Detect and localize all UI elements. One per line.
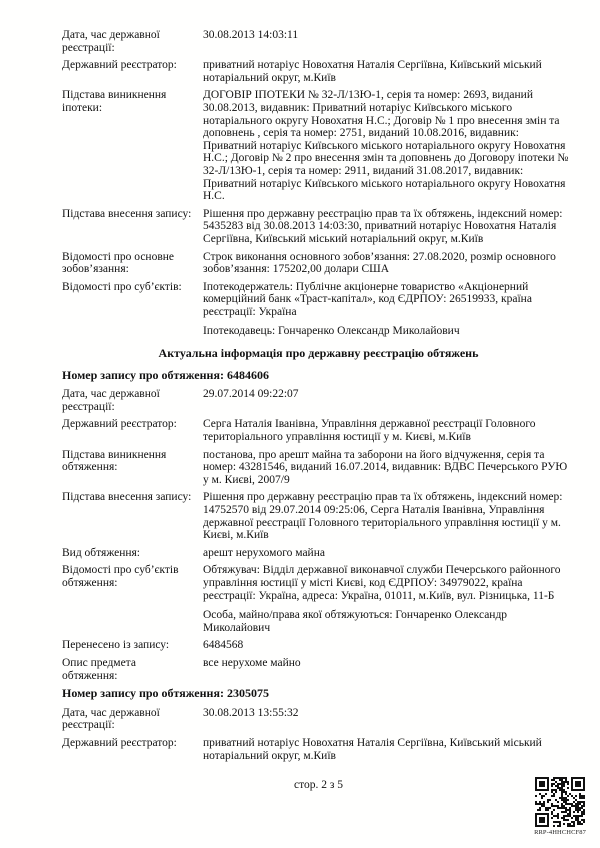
field-label: Дата, час державної реєстрації: — [62, 706, 160, 732]
field-row — [62, 388, 575, 413]
field-value — [203, 639, 575, 652]
field-row — [62, 639, 575, 652]
field-label: Державний реєстратор: — [62, 736, 177, 749]
field-row — [62, 449, 575, 487]
field-label: Дата, час державної реєстрації: — [62, 29, 160, 54]
field-label: Опис предмета обтяження: — [62, 656, 136, 682]
field-value — [203, 547, 575, 560]
value-paragraph: Серга Наталія Іванівна, Управління державної реєстрації Головного територіального управління юстиції у м. Києві, м.Київ — [203, 418, 536, 444]
field-row — [62, 657, 575, 682]
value-paragraph: 29.07.2014 09:22:07 — [203, 388, 299, 401]
field-row — [62, 547, 575, 560]
qr-code — [535, 777, 585, 827]
value-paragraph: приватний нотаріус Новохатня Наталія Сергіївна, Київський міський нотаріальний округ, м.Київ — [203, 736, 542, 762]
field-row — [62, 89, 575, 202]
page-footer: стор. 2 з 5 — [293, 779, 344, 791]
record-number-line: Номер запису про обтяження: 2305075 — [62, 686, 269, 701]
field-value — [203, 657, 575, 670]
value-paragraph: приватний нотаріус Новохатня Наталія Сергіївна, Київський міський нотаріальний округ, м.Київ — [203, 59, 542, 84]
field-label: Підстава внесення запису: — [62, 207, 192, 220]
field-label: Підстава виникнення обтяження: — [62, 448, 167, 474]
value-paragraph: все нерухоме майно — [203, 656, 301, 669]
value-paragraph: Іпотекодержатель: Публічне акціонерне товариство «Акціонерний комерційний банк «Траст-капітал», код ЄДРПОУ: 26519933, країна реєстрації: Україна — [203, 280, 532, 318]
field-value — [203, 208, 575, 246]
value-paragraph: арешт нерухомого майна — [203, 546, 325, 559]
qr-caption: RRP-4HHCHCF87 — [534, 829, 586, 836]
field-value — [203, 449, 575, 487]
field-label: Державний реєстратор: — [62, 59, 177, 72]
field-value — [203, 29, 575, 42]
field-label: Підстава виникнення іпотеки: — [62, 89, 167, 114]
field-row — [62, 418, 575, 443]
field-row — [62, 59, 575, 84]
value-paragraph: Рішення про державну реєстрацію прав та їх обтяжень, індексний номер: 14752570 від 29.07.2014 09:25:06, Серга Наталія Іванівна, Управління державної реєстрації Головного територіального управління юстиції у м. Києві, м.Київ — [203, 491, 563, 542]
document-body — [62, 29, 575, 767]
field-value — [203, 491, 575, 541]
field-value — [203, 59, 575, 84]
field-label: Відомості про основне зобов’язання: — [62, 250, 175, 276]
value-paragraph: Особа, майно/права якої обтяжуються: Гончаренко Олександр Миколайович — [203, 609, 508, 634]
field-row — [62, 208, 575, 246]
field-value — [203, 707, 575, 720]
field-value — [203, 388, 575, 401]
field-row — [62, 564, 575, 634]
field-value — [203, 251, 575, 276]
field-value — [203, 737, 575, 762]
value-paragraph: 30.08.2013 13:55:32 — [203, 706, 299, 719]
field-label: Підстава внесення запису: — [62, 491, 192, 504]
field-label: Відомості про суб’єктів: — [62, 280, 182, 293]
field-row — [62, 281, 575, 338]
record-number-line: Номер запису про обтяження: 6484606 — [62, 367, 269, 382]
value-paragraph: 6484568 — [203, 639, 244, 652]
value-paragraph: Іпотекодавець: Гончаренко Олександр Миколайович — [203, 325, 460, 338]
field-value — [203, 564, 575, 634]
field-label: Державний реєстратор: — [62, 418, 177, 431]
field-row — [62, 491, 575, 541]
value-paragraph: постанова, про арешт майна та заборони на його відчуження, серія та номер: 43281546, виданий 16.07.2014, видавник: ВДВС Печерського РУЮ у м. Києві, 2007/9 — [203, 448, 568, 486]
field-label: Відомості про суб’єктів обтяження: — [62, 564, 179, 589]
field-row — [62, 707, 575, 732]
field-row — [62, 29, 575, 54]
field-label: Дата, час державної реєстрації: — [62, 388, 160, 413]
value-paragraph: Обтяжувач: Відділ державної виконавчої служби Печерського районного управління юстиції у місті Києві, код ЄДРПОУ: 34979022, країна реєстрації: Україна, адреса: Україна, 01011, м.Київ, вул. Різницька, 11-Б — [203, 564, 561, 602]
field-value — [203, 418, 575, 443]
field-value — [203, 89, 575, 202]
field-label: Вид обтяження: — [62, 546, 141, 559]
field-value — [203, 281, 575, 338]
value-paragraph: Рішення про державну реєстрацію прав та їх обтяжень, індексний номер: 5435283 від 30.08.2013 14:03:30, приватний нотаріус Новохатня Наталія Сергіївна, Київський міський нотаріальний округ, м.Київ — [203, 207, 563, 245]
section-heading: Актуальна інформація про державну реєстрацію обтяжень — [158, 346, 479, 361]
value-paragraph: 30.08.2013 14:03:11 — [203, 29, 299, 41]
value-paragraph: Строк виконання основного зобов’язання: 27.08.2020, розмір основного зобов’язання: 175202,00 долари США — [203, 250, 556, 276]
field-row — [62, 251, 575, 276]
value-paragraph: ДОГОВІР ІПОТЕКИ № 32-Л/13Ю-1, серія та номер: 2693, виданий 30.08.2013, видавник: Приватний нотаріус Київського міського нотаріального округу Новохатня Н.С.; Договір № 1 про внесення змін та доповнень , серія та номер: 2751, виданий 10.08.2016, видавник: Приватний нотаріус Київського міського нотаріального округу Новохатня Н.С.; Договір № 2 про внесення змін та доповнень до Договору іпотеки № 32-Л/13Ю-1, серія та номер: 2911, виданий 31.08.2017, видавник: Приватний нотаріус Київського міського нотаріального округу Новохатня Н.С. — [203, 89, 569, 203]
field-row — [62, 737, 575, 762]
field-label: Перенесено із запису: — [62, 639, 170, 652]
